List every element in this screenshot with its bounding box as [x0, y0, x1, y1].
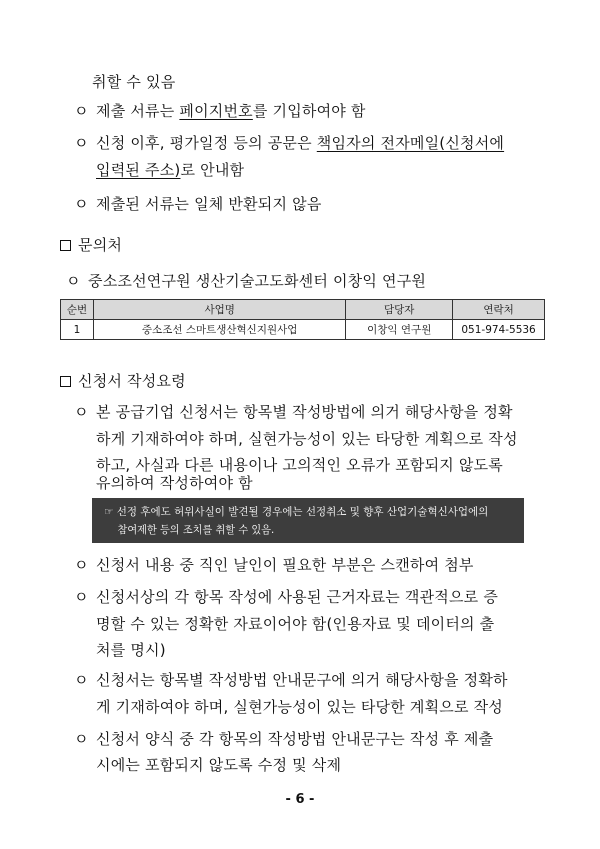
- guide-item-5-line-2: 시에는 포함되지 않도록 수정 및 삭제: [96, 756, 342, 774]
- guide-item-1-line-2: 하게 기재하여야 하며, 실현가능성이 있는 타당한 계획으로 작성: [96, 430, 518, 448]
- bullet-item-email-cont: 입력된 주소)로 안내함: [96, 161, 245, 179]
- guide-item-1-line-4: 유의하여 작성하여야 함: [96, 474, 253, 492]
- bullet-marker: ㅇ: [66, 272, 81, 290]
- guide-item-3-line-2: 명할 수 있는 정확한 자료이어야 함(인용자료 및 데이터의 출: [96, 615, 495, 633]
- table-header-row: [61, 300, 545, 320]
- contact-table: [60, 299, 545, 340]
- cell-no: 1: [61, 320, 94, 340]
- warning-note-box: [92, 498, 524, 543]
- col-header-no: 순번: [61, 300, 94, 320]
- guide-item-3-line-3: 처를 명시): [96, 641, 166, 659]
- bullet-marker: ㅇ: [74, 195, 89, 213]
- bullet-marker: ㅇ: [74, 403, 89, 421]
- guide-item-4: ㅇ 신청서는 항목별 작성방법 안내문구에 의거 해당사항을 정확하: [74, 671, 508, 689]
- guide-item-1: ㅇ 본 공급기업 신청서는 항목별 작성방법에 의거 해당사항을 정확: [74, 403, 513, 421]
- bullet-marker: ㅇ: [74, 102, 89, 120]
- col-header-manager: 담당자: [346, 300, 453, 320]
- contact-heading: 문의처: [78, 236, 123, 254]
- section-checkbox-icon: [60, 240, 71, 251]
- bullet-item-return: ㅇ 제출된 서류는 일체 반환되지 않음: [74, 195, 322, 213]
- cell-manager: 이창익 연구원: [346, 320, 453, 340]
- bullet-marker: ㅇ: [74, 556, 89, 574]
- cell-project: 중소조선 스마트생산혁신지원사업: [93, 320, 345, 340]
- cell-phone: 051-974-5536: [453, 320, 545, 340]
- guide-item-4-line-2: 게 기재하여야 하며, 실현가능성이 있는 타당한 계획으로 작성: [96, 698, 503, 716]
- guide-item-2: ㅇ 신청서 내용 중 직인 날인이 필요한 부분은 스캔하여 첨부: [74, 556, 474, 574]
- guide-heading: 신청서 작성요령: [78, 372, 186, 390]
- note-line-2: 참여제한 등의 조치를 취할 수 있음.: [117, 524, 275, 536]
- guide-item-5: ㅇ 신청서 양식 중 각 항목의 작성방법 안내문구는 작성 후 제출: [74, 730, 494, 748]
- col-header-phone: 연락처: [453, 300, 545, 320]
- note-line-1: ☞ 선정 후에도 허위사실이 발견될 경우에는 선정취소 및 향후 산업기술혁신사업에의: [104, 506, 489, 518]
- bullet-item-page-number: ㅇ 제출 서류는 페이지번호를 기입하여야 함: [74, 102, 366, 120]
- bullet-marker: ㅇ: [74, 671, 89, 689]
- bullet-item-email: ㅇ 신청 이후, 평가일정 등의 공문은 책임자의 전자메일(신청서에: [74, 134, 505, 152]
- continuation-line: 취할 수 있음: [92, 73, 176, 91]
- contact-line: ㅇ 중소조선연구원 생산기술고도화센터 이창익 연구원: [66, 272, 427, 290]
- bullet-marker: ㅇ: [74, 730, 89, 748]
- table-row: [61, 320, 545, 340]
- col-header-project: 사업명: [93, 300, 345, 320]
- guide-item-3: ㅇ 신청서상의 각 항목 작성에 사용된 근거자료는 객관적으로 증: [74, 588, 499, 606]
- page-number: - 6 -: [285, 792, 315, 807]
- bullet-marker: ㅇ: [74, 134, 89, 152]
- bullet-marker: ㅇ: [74, 588, 89, 606]
- section-checkbox-icon: [60, 376, 71, 387]
- guide-item-1-line-3: 하고, 사실과 다른 내용이나 고의적인 오류가 포함되지 않도록: [96, 456, 503, 474]
